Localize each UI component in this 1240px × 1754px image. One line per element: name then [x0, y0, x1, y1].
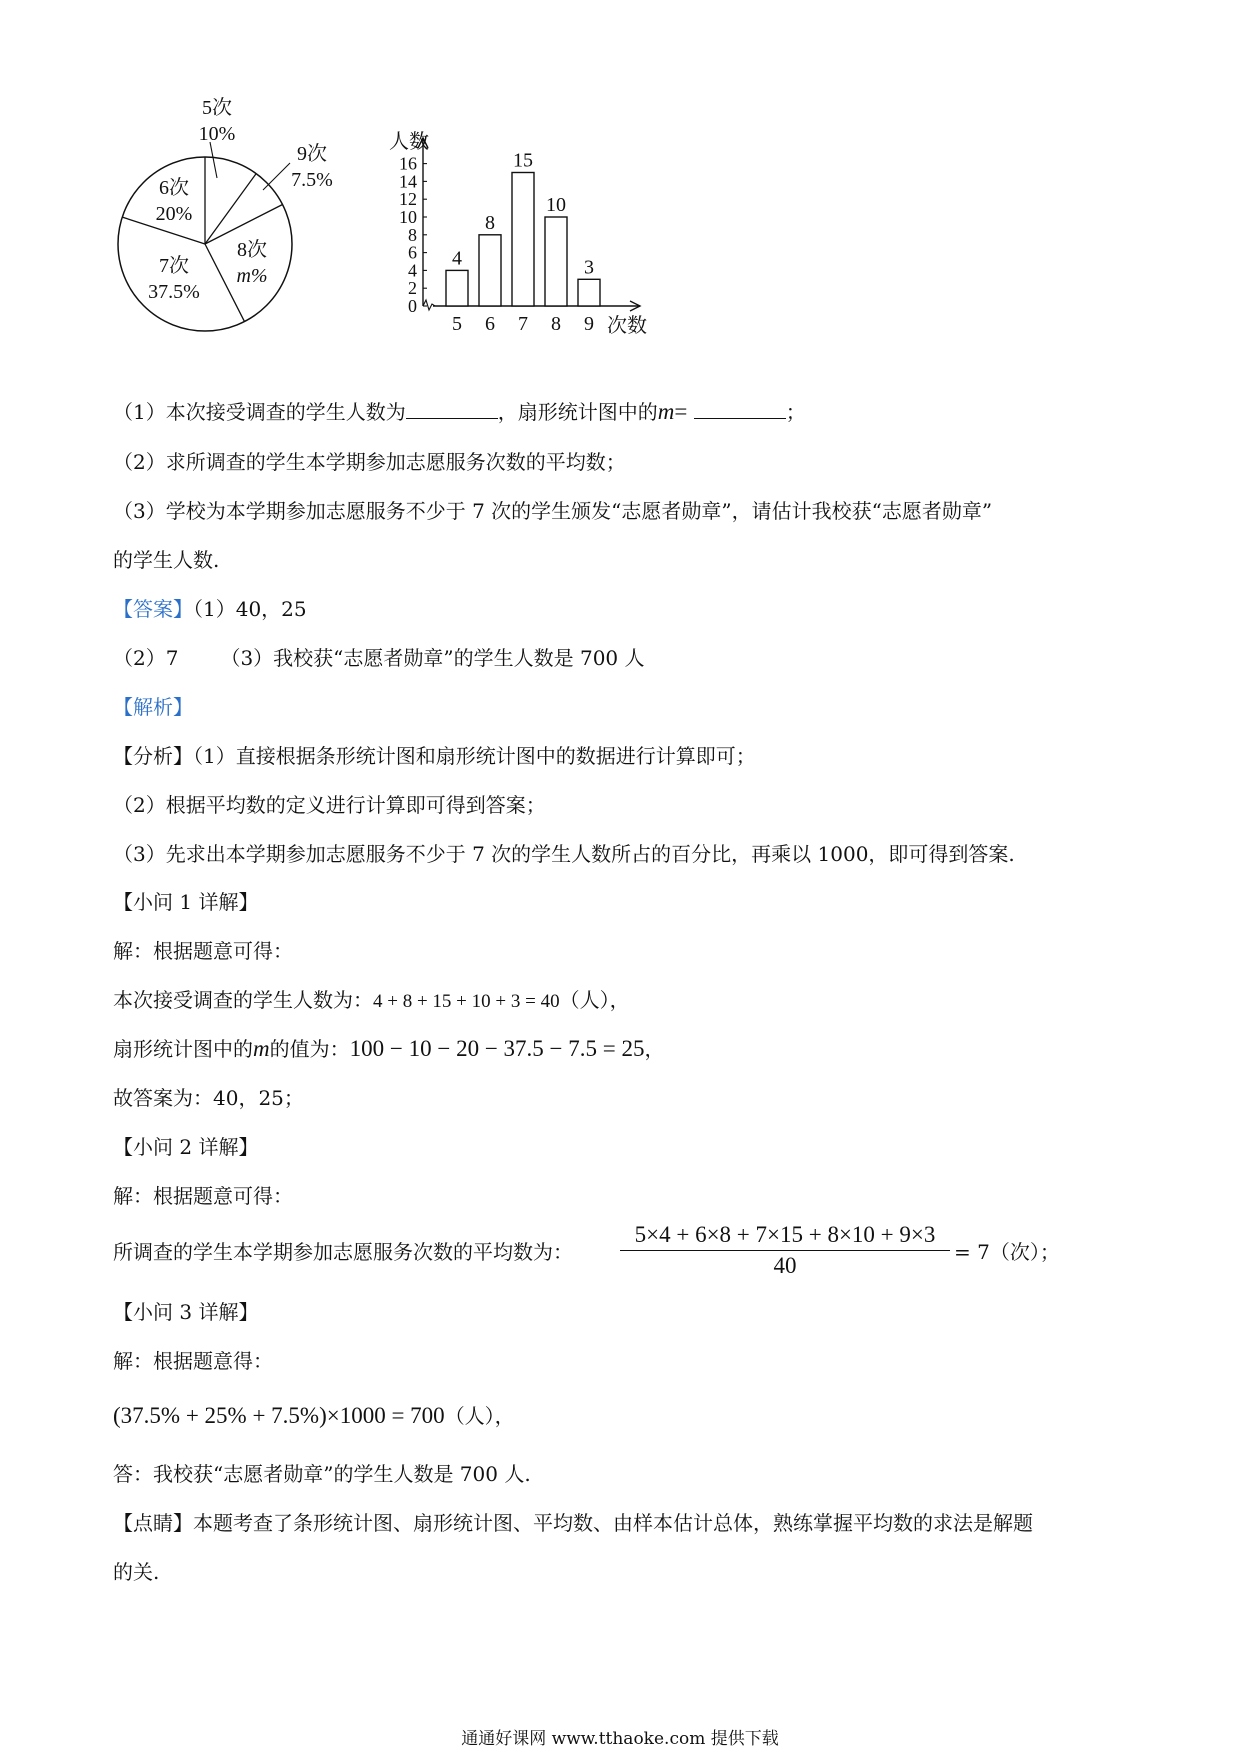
- sub3-math: (37.5% + 25% + 7.5%)×1000 = 700: [113, 1403, 445, 1428]
- sub1-m-end: ，: [644, 1037, 665, 1061]
- sub1-m-label: 扇形统计图中的: [113, 1037, 253, 1061]
- bar: [545, 217, 567, 306]
- fraction-numerator: 5×4 + 6×8 + 7×15 + 8×10 + 9×3: [620, 1222, 950, 1251]
- y-tick-label: 4: [408, 260, 417, 281]
- sub1-heading: 【小问 1 详解】: [113, 890, 259, 914]
- sub1-m-math: 100 − 10 − 20 − 37.5 − 7.5 = 25: [349, 1036, 645, 1061]
- fenxi-2: （2）根据平均数的定义进行计算即可得到答案；: [113, 793, 546, 817]
- sub1-m-mid: 的值为：: [269, 1037, 350, 1061]
- sub1-total: [113, 986, 630, 1016]
- q1-text-a: （1）本次接受调查的学生人数为: [113, 400, 406, 424]
- sub3-calc: [113, 1402, 515, 1430]
- answer-3: （3）我校获“志愿者勋章”的学生人数是 700 人: [220, 646, 645, 670]
- sub1-m-value: [113, 1035, 664, 1063]
- dianjing-line-1: 【点睛】本题考查了条形统计图、扇形统计图、平均数、由样本估计总体，熟练掌握平均数的求法是解题: [113, 1511, 1033, 1535]
- question-3-line-1: （3）学校为本学期参加志愿服务不少于 7 次的学生颁发“志愿者勋章”，请估计我校获“志愿者勋章”: [113, 499, 993, 523]
- x-tick-label: 9: [584, 313, 594, 335]
- y-tick-label: 6: [408, 242, 417, 263]
- pie-slice-label: 9次: [297, 143, 327, 165]
- y-axis-label: 人数: [389, 131, 429, 153]
- bar: [446, 270, 468, 306]
- y-tick-label: 0: [408, 296, 417, 316]
- answer-line-2: [113, 644, 645, 672]
- answer-line-1: [113, 595, 307, 623]
- sub1-total-unit: （人），: [559, 988, 630, 1012]
- q1-eq: =: [674, 399, 688, 424]
- pie-slice-percent: 10%: [198, 123, 236, 145]
- pie-slice-label: 6次: [159, 177, 189, 199]
- pie-chart: [100, 90, 400, 380]
- answer-blank-2: [694, 400, 786, 419]
- sub3-heading: 【小问 3 详解】: [113, 1300, 259, 1324]
- bar: [512, 173, 534, 307]
- pie-leader-line: [210, 142, 217, 178]
- fenxi-1: 【分析】（1）直接根据条形统计图和扇形统计图中的数据进行计算即可；: [113, 744, 756, 768]
- bar: [479, 235, 501, 306]
- bar: [578, 279, 600, 306]
- question-1: [113, 398, 806, 426]
- sub3-intro: 解：根据题意得：: [113, 1349, 273, 1373]
- x-tick-label: 7: [518, 313, 528, 335]
- footer-credit: 通通好课网 www.tthaoke.com 提供下载: [461, 1729, 779, 1749]
- sub1-intro: 解：根据题意可得：: [113, 939, 293, 963]
- sub1-m: m: [253, 1036, 270, 1061]
- sub3-answer: 答：我校获“志愿者勋章”的学生人数是 700 人.: [113, 1462, 531, 1486]
- analysis-tag: 【解析】: [113, 695, 193, 719]
- y-tick-label: 2: [408, 278, 417, 299]
- answer-tag: 【答案】: [113, 597, 193, 621]
- q1-end: ；: [785, 400, 806, 424]
- bar-value-label: 8: [485, 211, 495, 234]
- mean-fraction: [620, 1222, 950, 1279]
- question-3-line-2: 的学生人数.: [113, 548, 220, 572]
- bar-value-label: 3: [584, 256, 594, 279]
- y-tick-label: 10: [399, 207, 417, 227]
- answer-2: （2）7: [113, 646, 179, 670]
- bar-chart: [385, 130, 745, 380]
- y-tick-label: 8: [408, 224, 417, 245]
- axis-break-mark: [423, 300, 435, 310]
- answer-blank-1: [406, 400, 498, 419]
- question-2: （2）求所调查的学生本学期参加志愿服务次数的平均数；: [113, 450, 626, 474]
- pie-leader-line: [263, 163, 290, 190]
- y-tick-label: 16: [399, 153, 417, 174]
- dianjing-line-2: 的关.: [113, 1560, 160, 1584]
- pie-slice-percent: 7.5%: [291, 169, 333, 191]
- answer-1: （1）40，25: [193, 597, 307, 621]
- x-axis-label: 次数: [607, 315, 647, 337]
- x-tick-label: 6: [485, 313, 495, 335]
- sub1-total-label: 本次接受调查的学生人数为：: [113, 988, 373, 1012]
- bar-value-label: 10: [546, 194, 566, 216]
- sub2-intro: 解：根据题意可得：: [113, 1184, 293, 1208]
- pie-slice-label: 7次: [159, 255, 189, 277]
- sub2-mean-label: 所调查的学生本学期参加志愿服务次数的平均数为：: [113, 1240, 573, 1264]
- bar-value-label: 15: [513, 149, 533, 172]
- fenxi-3: （3）先求出本学期参加志愿服务不少于 7 次的学生人数所占的百分比，再乘以 1000，即可得到答案.: [113, 842, 1015, 866]
- sub2-heading: 【小问 2 详解】: [113, 1135, 259, 1159]
- pie-slice-percent: m%: [236, 265, 268, 287]
- q1-text-b: ，扇形统计图中的: [497, 400, 658, 424]
- fraction-denominator: 40: [773, 1253, 797, 1278]
- sub1-total-math: 4 + 8 + 15 + 10 + 3 = 40: [373, 991, 560, 1012]
- x-tick-label: 8: [551, 313, 561, 335]
- pie-slice-label: 5次: [202, 97, 232, 119]
- pie-slice-percent: 37.5%: [148, 281, 200, 303]
- sub1-conclusion: 故答案为：40，25；: [113, 1086, 304, 1110]
- q1-m: m: [657, 399, 675, 424]
- x-tick-label: 5: [452, 313, 462, 335]
- pie-slice-percent: 20%: [155, 203, 193, 225]
- sub3-unit: （人），: [444, 1404, 515, 1428]
- y-tick-label: 14: [399, 171, 417, 192]
- y-tick-label: 12: [399, 189, 417, 210]
- pie-slice-divider: [205, 174, 256, 244]
- bar-value-label: 4: [452, 247, 462, 270]
- sub2-result: = 7（次）；: [954, 1240, 1060, 1264]
- pie-slice-label: 8次: [237, 239, 267, 261]
